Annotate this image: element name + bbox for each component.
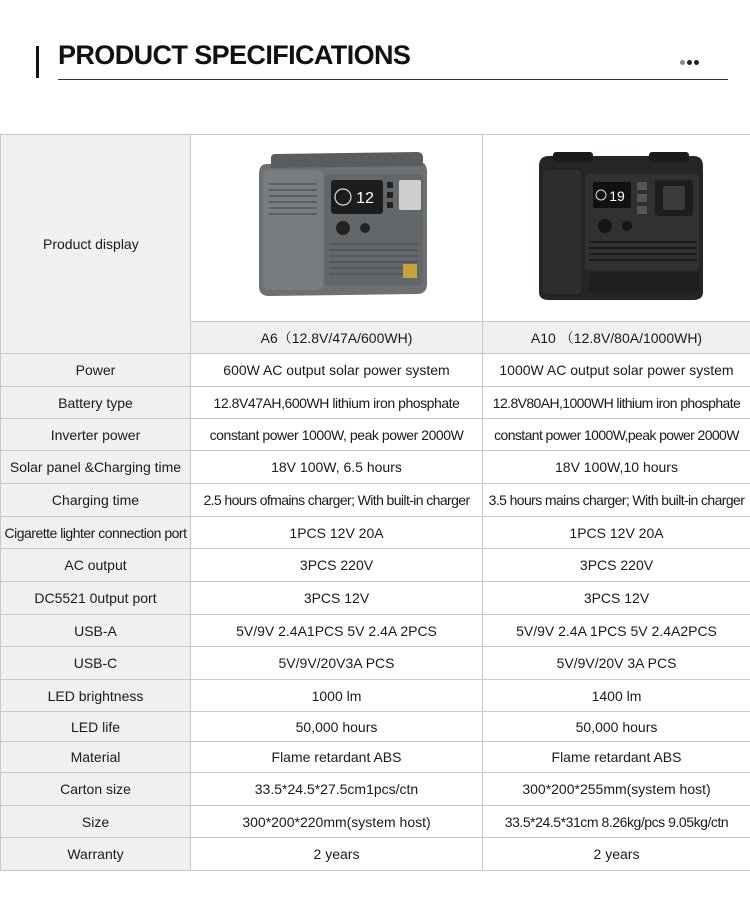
table-row	[1, 549, 750, 582]
row-label: LED brightness	[1, 680, 191, 712]
a6-product-image	[191, 135, 483, 322]
table-row	[1, 806, 750, 838]
row-label: Warranty	[1, 838, 191, 871]
a6-value: 3PCS 220V	[191, 549, 483, 582]
row-label: DC5521 0utput port	[1, 582, 191, 615]
table-row	[1, 742, 750, 773]
table-row	[1, 354, 750, 387]
table-row	[1, 419, 750, 451]
a10-value: 5V/9V/20V 3A PCS	[483, 647, 750, 680]
row-label: USB-A	[1, 615, 191, 647]
a6-display-readout: 12	[355, 190, 374, 207]
a6-value: 50,000 hours	[191, 712, 483, 742]
row-label: AC output	[1, 549, 191, 582]
table-row	[1, 838, 750, 871]
a10-value: 5V/9V 2.4A 1PCS 5V 2.4A2PCS	[483, 615, 750, 647]
a10-value: 33.5*24.5*31cm 8.26kg/pcs 9.05kg/ctn	[483, 806, 750, 838]
table-row	[1, 712, 750, 742]
row-label: Power	[1, 354, 191, 387]
a6-value: 300*200*220mm(system host)	[191, 806, 483, 838]
a6-value: 3PCS 12V	[191, 582, 483, 615]
dot	[694, 60, 699, 65]
a10-value: Flame retardant ABS	[483, 742, 750, 773]
a6-value: 600W AC output solar power system	[191, 354, 483, 387]
a6-value: 1PCS 12V 20A	[191, 517, 483, 549]
table-row	[1, 582, 750, 615]
table-row	[1, 517, 750, 549]
table-row	[1, 615, 750, 647]
page-title: PRODUCT SPECIFICATIONS	[58, 40, 411, 70]
a6-value: 5V/9V 2.4A1PCS 5V 2.4A 2PCS	[191, 615, 483, 647]
row-label: Cigarette lighter connection port	[1, 517, 191, 549]
product-display-label: Product display	[1, 135, 191, 354]
table-row	[1, 484, 750, 517]
spec-table	[0, 134, 750, 871]
a10-value: 1000W AC output solar power system	[483, 354, 750, 387]
table-row	[1, 773, 750, 806]
a10-value: 1400 lm	[483, 680, 750, 712]
a10-value: 50,000 hours	[483, 712, 750, 742]
power-station-black-icon	[517, 144, 717, 309]
a6-value: 18V 100W, 6.5 hours	[191, 451, 483, 484]
a10-value: constant power 1000W,peak power 2000W	[483, 419, 750, 451]
a10-value: 18V 100W,10 hours	[483, 451, 750, 484]
row-label: Size	[1, 806, 191, 838]
a6-value: Flame retardant ABS	[191, 742, 483, 773]
a6-value: 1000 lm	[191, 680, 483, 712]
table-row	[1, 387, 750, 419]
row-label: USB-C	[1, 647, 191, 680]
row-label: Solar panel &Charging time	[1, 451, 191, 484]
row-label: Charging time	[1, 484, 191, 517]
a6-value: constant power 1000W, peak power 2000W	[191, 419, 483, 451]
row-label: Material	[1, 742, 191, 773]
dot	[687, 60, 692, 65]
row-label: Inverter power	[1, 419, 191, 451]
a10-display-readout: 19	[608, 188, 625, 204]
a10-model-label: A10 （12.8V/80A/1000WH)	[483, 322, 750, 354]
header-divider	[58, 79, 728, 80]
more-dots-icon	[680, 60, 710, 70]
a10-value: 3PCS 220V	[483, 549, 750, 582]
header-accent-bar	[36, 46, 39, 78]
dot	[680, 60, 685, 65]
row-label: LED life	[1, 712, 191, 742]
table-row	[1, 451, 750, 484]
a6-value: 33.5*24.5*27.5cm1pcs/ctn	[191, 773, 483, 806]
row-label: Battery type	[1, 387, 191, 419]
a6-value: 2 years	[191, 838, 483, 871]
table-row	[1, 647, 750, 680]
row-label: Carton size	[1, 773, 191, 806]
a10-value: 2 years	[483, 838, 750, 871]
power-station-gray-icon	[237, 144, 437, 309]
a10-value: 3PCS 12V	[483, 582, 750, 615]
a10-value: 3.5 hours mains charger; With built-in charger	[483, 484, 750, 517]
a10-product-image	[483, 135, 750, 322]
a10-value: 12.8V80AH,1000WH lithium iron phosphate	[483, 387, 750, 419]
a6-value: 2.5 hours ofmains charger; With built-in charger	[191, 484, 483, 517]
a10-value: 300*200*255mm(system host)	[483, 773, 750, 806]
a6-value: 5V/9V/20V3A PCS	[191, 647, 483, 680]
a10-value: 1PCS 12V 20A	[483, 517, 750, 549]
a6-model-label: A6（12.8V/47A/600WH)	[191, 322, 483, 354]
table-row	[1, 680, 750, 712]
a6-value: 12.8V47AH,600WH lithium iron phosphate	[191, 387, 483, 419]
